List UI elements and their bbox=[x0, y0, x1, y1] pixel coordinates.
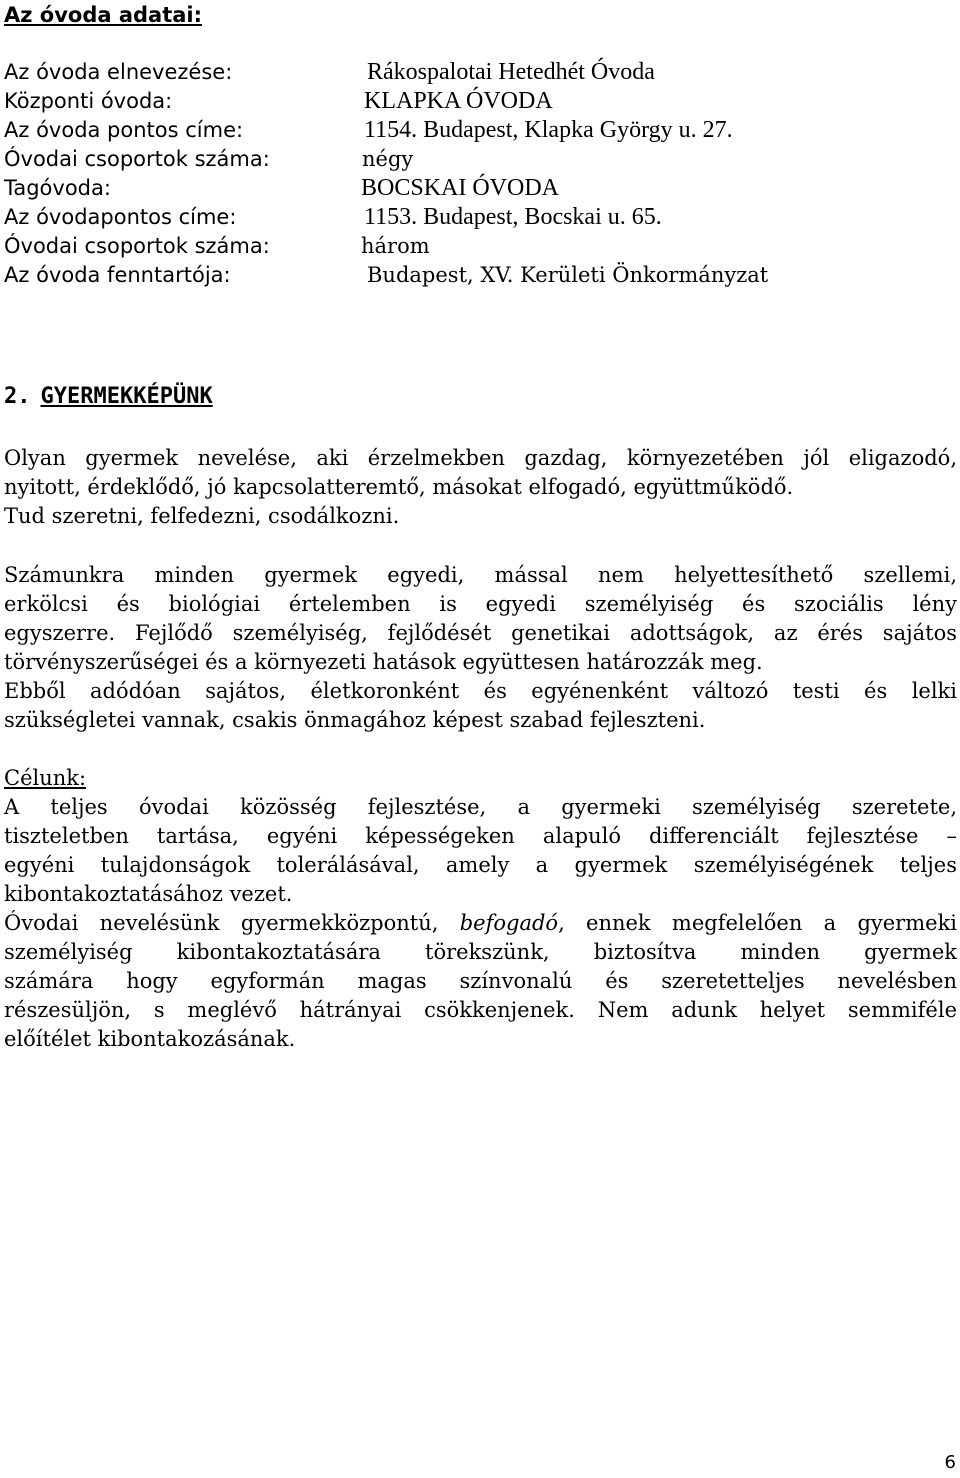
text-line: részesüljön, s meglévő hátrányai csökkenjenek. Nem adunk helyet semmiféle bbox=[4, 998, 957, 1022]
text-line: Olyan gyermek nevelése, aki érzelmekben gazdag, környezetében jól eligazodó, bbox=[4, 446, 957, 470]
text-line: nyitott, érdeklődő, jó kapcsolatteremtő, másokat elfogadó, együttműködő. bbox=[4, 475, 794, 499]
info-label: Óvodai csoportok száma: bbox=[4, 147, 270, 171]
text-line: tiszteletben tartása, egyéni képességeken alapuló differenciált fejlesztése – bbox=[4, 824, 957, 848]
text-line: A teljes óvodai közösség fejlesztése, a gyermeki személyiség szeretete, bbox=[4, 795, 957, 819]
text-line: Számunkra minden gyermek egyedi, mással nem helyettesíthető szellemi, bbox=[4, 563, 957, 587]
section-number: 2. bbox=[4, 384, 31, 409]
text-line: törvényszerűségei és a környezeti hatások együttesen határozzák meg. bbox=[4, 650, 763, 674]
info-value: három bbox=[361, 234, 430, 258]
info-value: Budapest, XV. Kerületi Önkormányzat bbox=[367, 263, 769, 287]
text-line: személyiség kibontakoztatására törekszünk, biztosítva minden gyermek bbox=[4, 940, 957, 964]
info-label: Az óvoda elnevezése: bbox=[4, 60, 233, 84]
text-line: számára hogy egyformán magas színvonalú és szeretetteljes nevelésben bbox=[4, 969, 957, 993]
info-value: KLAPKA ÓVODA bbox=[364, 88, 553, 114]
text-line: egyéni tulajdonságok tolerálásával, amely a gyermek személyiségének teljes bbox=[4, 853, 957, 877]
text-segment: , ennek megfelelően a gyermeki bbox=[558, 911, 958, 935]
info-value: 1153. Budapest, Bocskai u. 65. bbox=[364, 204, 662, 230]
goal-label: Célunk: bbox=[4, 766, 87, 790]
paragraph-individuality bbox=[4, 561, 957, 735]
info-label: Az óvodapontos címe: bbox=[4, 205, 237, 229]
section-title: GYERMEKKÉPÜNK bbox=[40, 384, 213, 409]
info-label: Központi óvoda: bbox=[4, 89, 173, 113]
info-label: Az óvoda fenntartója: bbox=[4, 263, 231, 287]
goal-section bbox=[4, 764, 957, 1054]
text-line: szükségletei vannak, csakis önmagához képest szabad fejleszteni. bbox=[4, 708, 706, 732]
info-value: négy bbox=[362, 147, 414, 171]
info-value: BOCSKAI ÓVODA bbox=[361, 175, 560, 201]
text-line: Ebből adódóan sajátos, életkoronként és egyénenként változó testi és lelki bbox=[4, 679, 957, 703]
info-label: Az óvoda pontos címe: bbox=[4, 118, 244, 142]
text-line-mixed bbox=[4, 909, 957, 938]
info-value: Rákospalotai Hetedhét Óvoda bbox=[367, 59, 655, 85]
text-line: erkölcsi és biológiai értelemben is egyedi személyiség és szociális lény bbox=[4, 592, 957, 616]
emphasized-word: befogadó bbox=[459, 911, 559, 935]
info-value: 1154. Budapest, Klapka György u. 27. bbox=[364, 117, 733, 143]
text-segment: Óvodai nevelésünk gyermekközpontú, bbox=[4, 911, 460, 935]
info-label: Óvodai csoportok száma: bbox=[4, 234, 270, 258]
page-number: 6 bbox=[944, 1452, 956, 1473]
text-line: kibontakoztatásához vezet. bbox=[4, 882, 293, 906]
text-line: Tud szeretni, felfedezni, csodálkozni. bbox=[4, 504, 400, 528]
text-line: előítélet kibontakozásának. bbox=[4, 1027, 296, 1051]
section-heading bbox=[4, 380, 213, 414]
info-label: Tagóvoda: bbox=[4, 176, 111, 200]
paragraph-child-image bbox=[4, 444, 957, 531]
page-heading: Az óvoda adatai: bbox=[4, 3, 203, 27]
text-line: egyszerre. Fejlődő személyiség, fejlődését genetikai adottságok, az érés sajátos bbox=[4, 621, 957, 645]
